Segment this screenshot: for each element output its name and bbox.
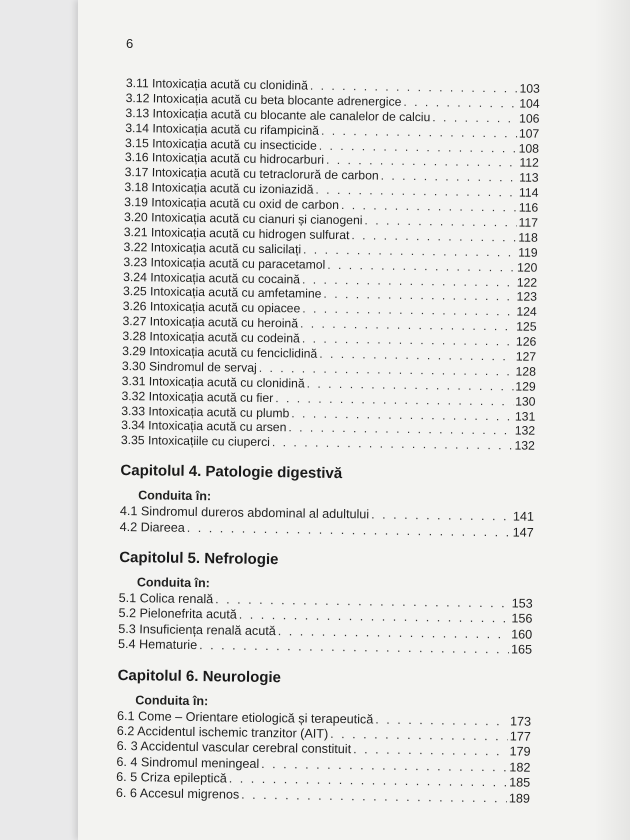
chapter-heading: Capitolul 6. Neurologie	[117, 666, 282, 686]
toc-entry-label: 6.2 Accidentul ischemic tranzitor (AIT)	[116, 723, 329, 741]
dot-leader	[327, 258, 515, 275]
page-number: 6	[126, 36, 134, 51]
toc-entry-page: 160	[511, 627, 533, 642]
toc-entry-page: 132	[514, 423, 536, 439]
toc-entry-page: 189	[508, 790, 531, 806]
dot-leader	[375, 712, 508, 728]
chapter-entries	[120, 504, 534, 541]
dot-leader	[381, 169, 518, 185]
toc-entry-page: 127	[515, 349, 537, 364]
dot-leader	[278, 624, 510, 641]
dot-leader	[272, 435, 513, 452]
toc-entry-label: 3.34 Intoxicația acută cu arsen	[121, 418, 287, 435]
toc-entry-label: 5.4 Hematurie	[117, 637, 198, 653]
toc-entry-label: 3.11 Intoxicația acută cu clonidină	[125, 76, 309, 93]
toc-entry-page: 116	[518, 200, 539, 215]
toc-entry-label: 6. 3 Accidentul vascular cerebral constituit	[116, 739, 352, 757]
toc-entry-page: 117	[518, 215, 539, 230]
toc-entry-label: 6. 6 Accesul migrenos	[115, 785, 240, 802]
toc-entry-label: 3.25 Intoxicația acută cu amfetamine	[122, 284, 322, 302]
dot-leader	[241, 787, 507, 805]
toc-entry-label: 5.3 Insuficiența renală acută	[118, 621, 276, 638]
dot-leader	[199, 638, 509, 656]
toc-entry-label: 3.15 Intoxicația acută cu insecticide	[124, 135, 317, 153]
toc-entry-label: 3.28 Intoxicația acută cu codeină	[122, 329, 300, 346]
toc-entry-page: 156	[511, 611, 533, 627]
toc-entry-page: 179	[509, 744, 531, 760]
toc-entry-page: 128	[515, 364, 537, 379]
toc-entry-page: 124	[516, 304, 537, 320]
toc-entry-label: 6. 5 Criza epileptică	[116, 770, 227, 786]
toc-entries	[121, 76, 540, 454]
dot-leader	[330, 727, 508, 743]
toc-entry-label: 5.1 Colica renală	[118, 590, 214, 607]
toc-entry-label: 3.33 Intoxicația acută cu plumb	[121, 403, 290, 420]
toc-entry-page: 185	[509, 775, 531, 790]
chapter-subheading: Conduita în:	[135, 692, 209, 708]
toc-entry-label: 4.1 Sindromul dureros abdominal al adultului	[119, 504, 370, 522]
dot-leader	[353, 743, 508, 759]
chapter-subheading: Conduita în:	[138, 488, 212, 504]
toc-entry-page: 118	[518, 230, 538, 245]
toc-entry-label: 3.17 Intoxicația acută cu tetraclorură de carbon	[124, 165, 379, 183]
dot-leader	[323, 287, 514, 304]
toc-entry-label: 3.32 Intoxicația acută cu fier	[121, 388, 274, 405]
page-fold-shadow	[594, 0, 630, 840]
dot-leader	[319, 138, 517, 155]
toc-entry-page: 182	[509, 760, 531, 775]
dot-leader	[326, 153, 518, 170]
toc-entry-label: 3.16 Intoxicația acută cu hidrocarburi	[124, 150, 325, 168]
chapter-entries	[116, 709, 531, 807]
chapter-heading: Capitolul 4. Patologie digestivă	[120, 462, 343, 483]
toc-entry-page: 108	[518, 141, 540, 156]
toc-chapters	[116, 462, 535, 806]
toc-entry-page: 113	[519, 170, 539, 186]
book-page	[78, 0, 630, 840]
toc-entry-page: 141	[512, 509, 534, 525]
toc-entry-page: 106	[519, 111, 540, 126]
toc-entry-page: 123	[516, 289, 538, 305]
toc-entry-page: 114	[518, 185, 539, 201]
toc-entry-label: 3.23 Intoxicația acută cu paracetamol	[123, 254, 326, 272]
toc-entry-page: 104	[519, 96, 540, 111]
toc-entry-label: 3.31 Intoxicația acută cu clonidină	[121, 373, 305, 391]
toc-entry-label: 3.21 Intoxicația acută cu hidrogen sulfurat	[123, 224, 350, 243]
toc-entry-page: 125	[516, 319, 537, 335]
toc-entry-page: 130	[515, 394, 536, 409]
toc-entry-page: 126	[515, 334, 537, 349]
dot-leader	[364, 213, 516, 229]
toc-entry-page: 131	[514, 409, 536, 424]
table-of-contents	[116, 76, 540, 807]
toc-entry-label: 5.2 Pielonefrita acută	[118, 606, 237, 623]
toc-entry-page: 122	[516, 275, 538, 290]
toc-entry-label: 3.24 Intoxicația acută cu cocaină	[123, 269, 301, 287]
toc-entry-page: 177	[509, 729, 531, 744]
dot-leader	[432, 110, 517, 125]
toc-entry-label: 3.12 Intoxicația acută cu beta blocante adrenergice	[125, 90, 402, 109]
toc-entry-page: 132	[514, 438, 535, 454]
dot-leader	[341, 198, 517, 214]
dot-leader	[315, 183, 517, 200]
toc-entry-page: 107	[518, 126, 540, 141]
chapter-heading: Capitolul 5. Nefrologie	[119, 549, 279, 569]
toc-entry-label: 3.14 Intoxicația acută cu rifampicină	[125, 120, 320, 138]
toc-entry-page: 112	[519, 155, 539, 171]
dot-leader	[321, 123, 517, 140]
dot-leader	[371, 508, 511, 524]
toc-entry-label: 3.30 Sindromul de servaj	[121, 358, 257, 375]
toc-entry-label: 6.1 Come – Orientare etiologică și terapeutică	[116, 708, 374, 727]
dot-leader	[319, 347, 514, 364]
toc-entry-page: 173	[509, 714, 532, 729]
toc-entry-label: 3.26 Intoxicația acută cu opiacee	[122, 299, 301, 316]
toc-entry-label: 3.22 Intoxicația acută cu salicilați	[123, 239, 302, 257]
dot-leader	[351, 228, 516, 244]
chapter-entries	[118, 591, 533, 658]
toc-entry-page: 165	[510, 642, 533, 657]
toc-entry-label: 3.27 Intoxicația acută cu heroină	[122, 314, 299, 331]
toc-entry-page: 147	[512, 525, 534, 540]
toc-entry-page: 120	[516, 260, 538, 275]
toc-entry-label: 3.18 Intoxicația acută cu izoniazidă	[124, 180, 314, 197]
toc-entry-label: 3.19 Intoxicația acută cu oxid de carbon	[124, 195, 340, 213]
toc-entry-label: 4.2 Diareea	[119, 519, 185, 535]
toc-entry-label: 3.29 Intoxicația acută cu fenciclidină	[122, 344, 318, 361]
toc-entry-label: 3.13 Intoxicația acută cu blocante ale canalelor de calciu	[125, 105, 431, 125]
dot-leader	[261, 757, 507, 774]
toc-entry-page: 129	[515, 379, 536, 394]
toc-entry-label: 6. 4 Sindromul meningeal	[116, 754, 260, 771]
toc-entry-page: 103	[519, 81, 540, 96]
toc-entry-page: 153	[511, 596, 533, 611]
toc-entry-label: 3.20 Intoxicația acută cu cianuri și cianogeni	[123, 210, 363, 228]
chapter-subheading: Conduita în:	[136, 575, 210, 591]
toc-entry-label: 3.35 Intoxicațiile cu ciuperci	[120, 433, 271, 450]
toc-entry-page: 119	[518, 245, 538, 260]
dot-leader	[403, 95, 517, 111]
